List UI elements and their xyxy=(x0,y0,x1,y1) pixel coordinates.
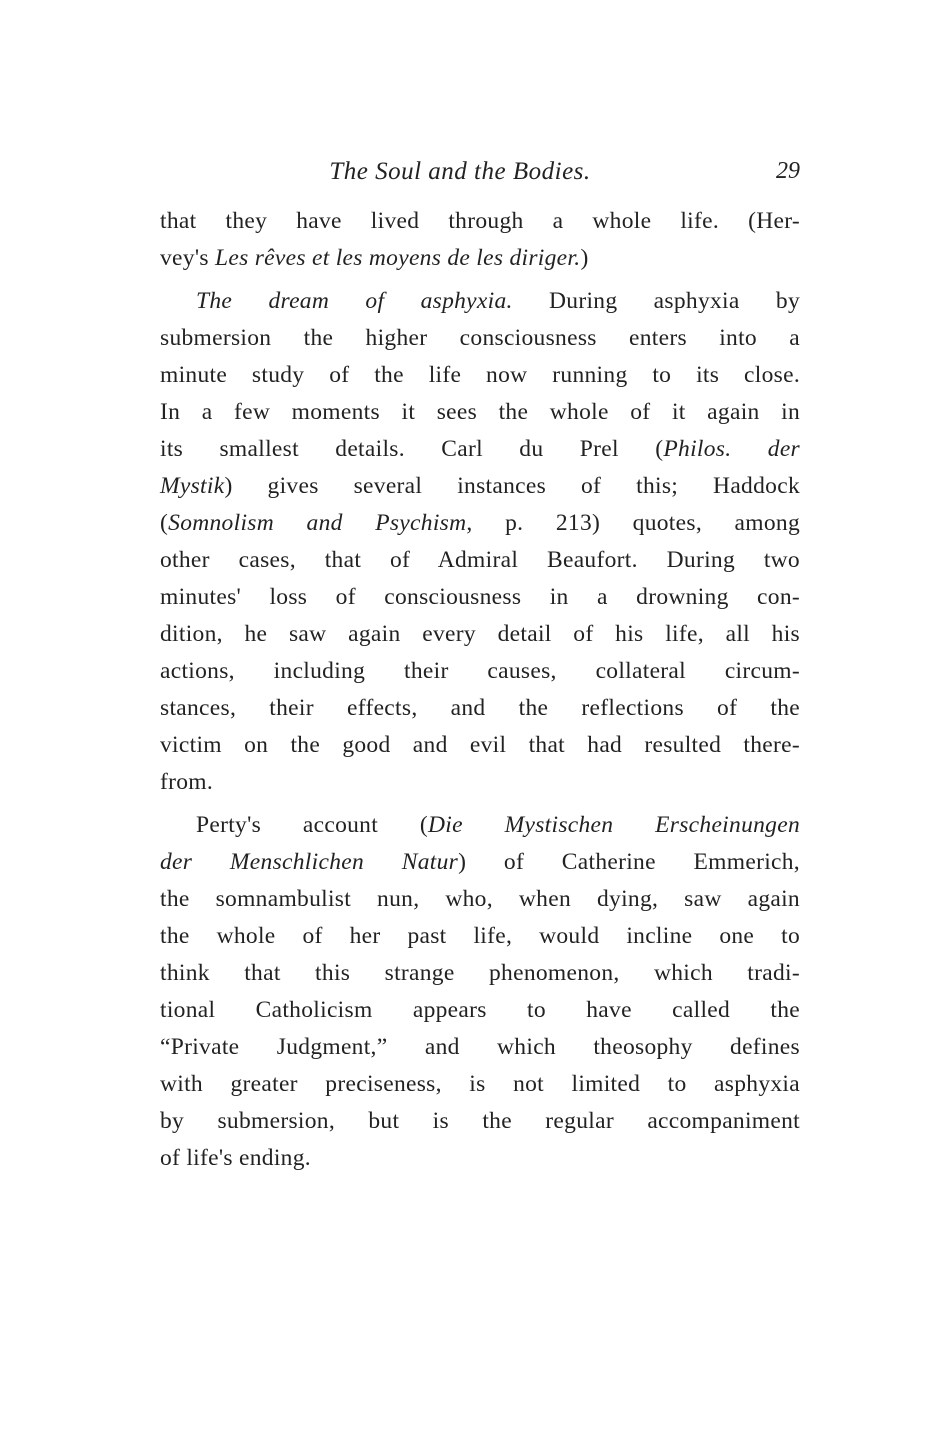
line-text: ) of Catherine Emmerich, xyxy=(458,849,800,875)
italic-title-text: Mystik xyxy=(160,473,225,499)
italic-title-text: Philos. der xyxy=(663,436,800,462)
line-text: actions, including their causes, collateral circum- xyxy=(160,658,800,684)
line-text: vey's xyxy=(160,245,215,271)
text-line xyxy=(160,764,800,801)
italic-title-text: Die Mystischen Erscheinungen xyxy=(427,812,800,838)
line-text: , p. 213) quotes, among xyxy=(466,510,800,536)
line-text: dition, he saw again every detail of his life, all his xyxy=(160,621,800,647)
line-text: During asphyxia by xyxy=(512,288,800,314)
line-text: its smallest details. Carl du Prel ( xyxy=(160,436,664,462)
line-text: of life's ending. xyxy=(160,1145,311,1171)
text-line xyxy=(160,653,800,690)
text-line xyxy=(160,918,800,955)
line-text: that they have lived through a whole life. (Her- xyxy=(160,208,800,234)
text-line xyxy=(160,1140,800,1177)
text-line xyxy=(160,542,800,579)
italic-title-text: Les rêves et les moyens de les diriger. xyxy=(215,245,581,271)
line-text: from. xyxy=(160,769,214,795)
text-line xyxy=(160,992,800,1029)
text-line xyxy=(160,468,800,505)
text-line xyxy=(160,1029,800,1066)
text-line xyxy=(160,394,800,431)
line-text: “Private Judgment,” and which theosophy defines xyxy=(160,1034,800,1060)
text-line xyxy=(160,1103,800,1140)
line-text: submersion the higher consciousness enters into a xyxy=(160,325,800,351)
text-line xyxy=(160,844,800,881)
text-line xyxy=(160,881,800,918)
text-line xyxy=(160,690,800,727)
running-head xyxy=(160,158,800,194)
line-text: In a few moments it sees the whole of it again in xyxy=(160,399,800,425)
line-text: tional Catholicism appears to have called the xyxy=(160,997,800,1023)
line-text: minutes' loss of consciousness in a drowning con- xyxy=(160,584,800,610)
text-line xyxy=(160,727,800,764)
line-text: with greater preciseness, is not limited to asphyxia xyxy=(160,1071,800,1097)
text-line xyxy=(160,431,800,468)
line-text: ) gives several instances of this; Haddock xyxy=(224,473,800,499)
text-line xyxy=(160,955,800,992)
text-line xyxy=(160,1066,800,1103)
line-text: ( xyxy=(160,510,169,536)
line-text: ) xyxy=(580,245,589,271)
line-text: the whole of her past life, would incline one to xyxy=(160,923,800,949)
text-line xyxy=(160,579,800,616)
text-line xyxy=(160,807,800,844)
text-line xyxy=(160,320,800,357)
line-text: minute study of the life now running to its close. xyxy=(160,362,800,388)
line-text: victim on the good and evil that had resulted there- xyxy=(160,732,800,758)
line-text: other cases, that of Admiral Beaufort. During two xyxy=(160,547,800,573)
line-text: Perty's account ( xyxy=(196,812,428,838)
italic-title-text: der Menschlichen Natur xyxy=(160,849,459,875)
page-number: 29 xyxy=(776,158,800,184)
text-line xyxy=(160,240,800,277)
text-line xyxy=(160,357,800,394)
body-text xyxy=(160,203,800,1177)
line-text: think that this strange phenomenon, which tradi- xyxy=(160,960,800,986)
line-text: by submersion, but is the regular accompaniment xyxy=(160,1108,800,1134)
italic-title-text: Somnolism and Psychism xyxy=(168,510,467,536)
text-line xyxy=(160,505,800,542)
italic-title-text: The dream of asphyxia. xyxy=(196,288,513,314)
text-line xyxy=(160,616,800,653)
line-text: the somnambulist nun, who, when dying, saw again xyxy=(160,886,800,912)
line-text: stances, their effects, and the reflections of the xyxy=(160,695,800,721)
running-title: The Soul and the Bodies. xyxy=(329,158,591,185)
text-line xyxy=(160,203,800,240)
text-line xyxy=(160,283,800,320)
